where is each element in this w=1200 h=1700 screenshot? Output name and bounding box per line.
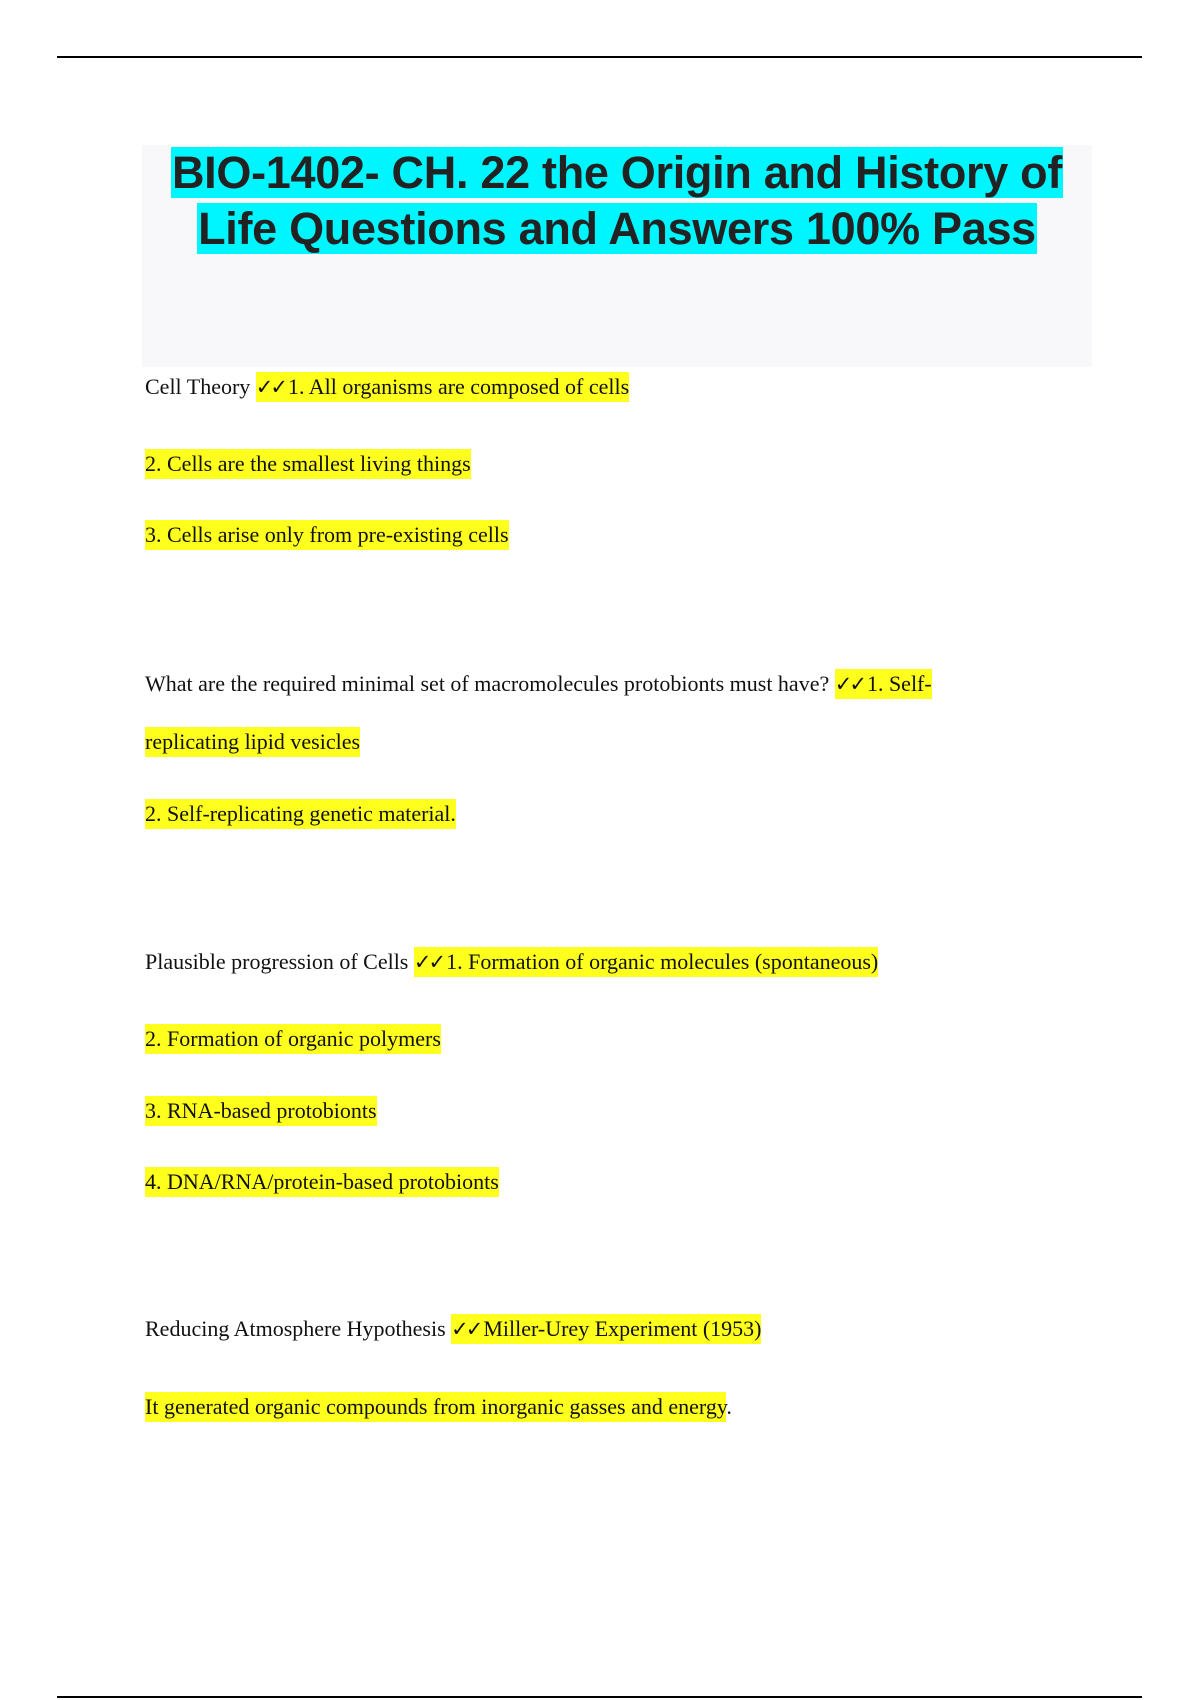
answer-line-row (145, 1096, 377, 1126)
answer-line-row (145, 449, 471, 479)
double-check-icon: ✓✓ (834, 672, 864, 696)
answer-line: It generated organic compounds from inorganic gasses and energy (145, 1392, 726, 1422)
answer-line-row (145, 799, 456, 829)
answer-line: 2. Cells are the smallest living things (145, 449, 471, 479)
answer-line: 3. Cells arise only from pre-existing cells (145, 520, 509, 550)
double-check-icon: ✓✓ (413, 950, 444, 974)
answer-line-row (145, 1392, 732, 1422)
qa-macromolecules (145, 669, 932, 699)
answer-line: replicating lipid vesicles (145, 727, 360, 757)
answer-highlight (451, 1314, 761, 1344)
top-rule (57, 56, 1142, 58)
answer-highlight (256, 372, 629, 402)
double-check-icon: ✓✓ (451, 1317, 481, 1341)
question-text: Plausible progression of Cells (145, 949, 409, 974)
answer-line: 1. All organisms are composed of cells (288, 374, 630, 399)
answer-line: 1. Self- (866, 671, 932, 696)
answer-line: 2. Self-replicating genetic material. (145, 799, 456, 829)
answer-line: Miller-Urey Experiment (1953) (483, 1316, 762, 1341)
qa-reducing-atmosphere (145, 1314, 761, 1344)
answer-line: 4. DNA/RNA/protein-based protobionts (145, 1167, 499, 1197)
answer-line: 1. Formation of organic molecules (spontaneous) (446, 949, 879, 974)
question-text: Cell Theory (145, 374, 251, 399)
bottom-rule (57, 1696, 1142, 1698)
question-text: What are the required minimal set of macromolecules protobionts must have? (145, 671, 830, 696)
document-title (142, 145, 1092, 257)
answer-line-row (145, 1024, 441, 1054)
question-text: Reducing Atmosphere Hypothesis (145, 1316, 446, 1341)
answer-line-row (145, 727, 360, 757)
answer-trailing-period: . (726, 1394, 732, 1419)
answer-line: 3. RNA-based protobionts (145, 1096, 377, 1126)
answer-highlight (414, 947, 878, 977)
title-box (142, 145, 1092, 367)
answer-line-row (145, 1167, 499, 1197)
answer-line: 2. Formation of organic polymers (145, 1024, 441, 1054)
qa-progression-of-cells (145, 947, 878, 977)
double-check-icon: ✓✓ (255, 375, 285, 399)
qa-cell-theory (145, 372, 629, 402)
answer-line-row (145, 520, 509, 550)
document-title-text: BIO-1402- CH. 22 the Origin and History of Life Questions and Answers 100% Pass (171, 147, 1063, 254)
answer-highlight (835, 669, 932, 699)
